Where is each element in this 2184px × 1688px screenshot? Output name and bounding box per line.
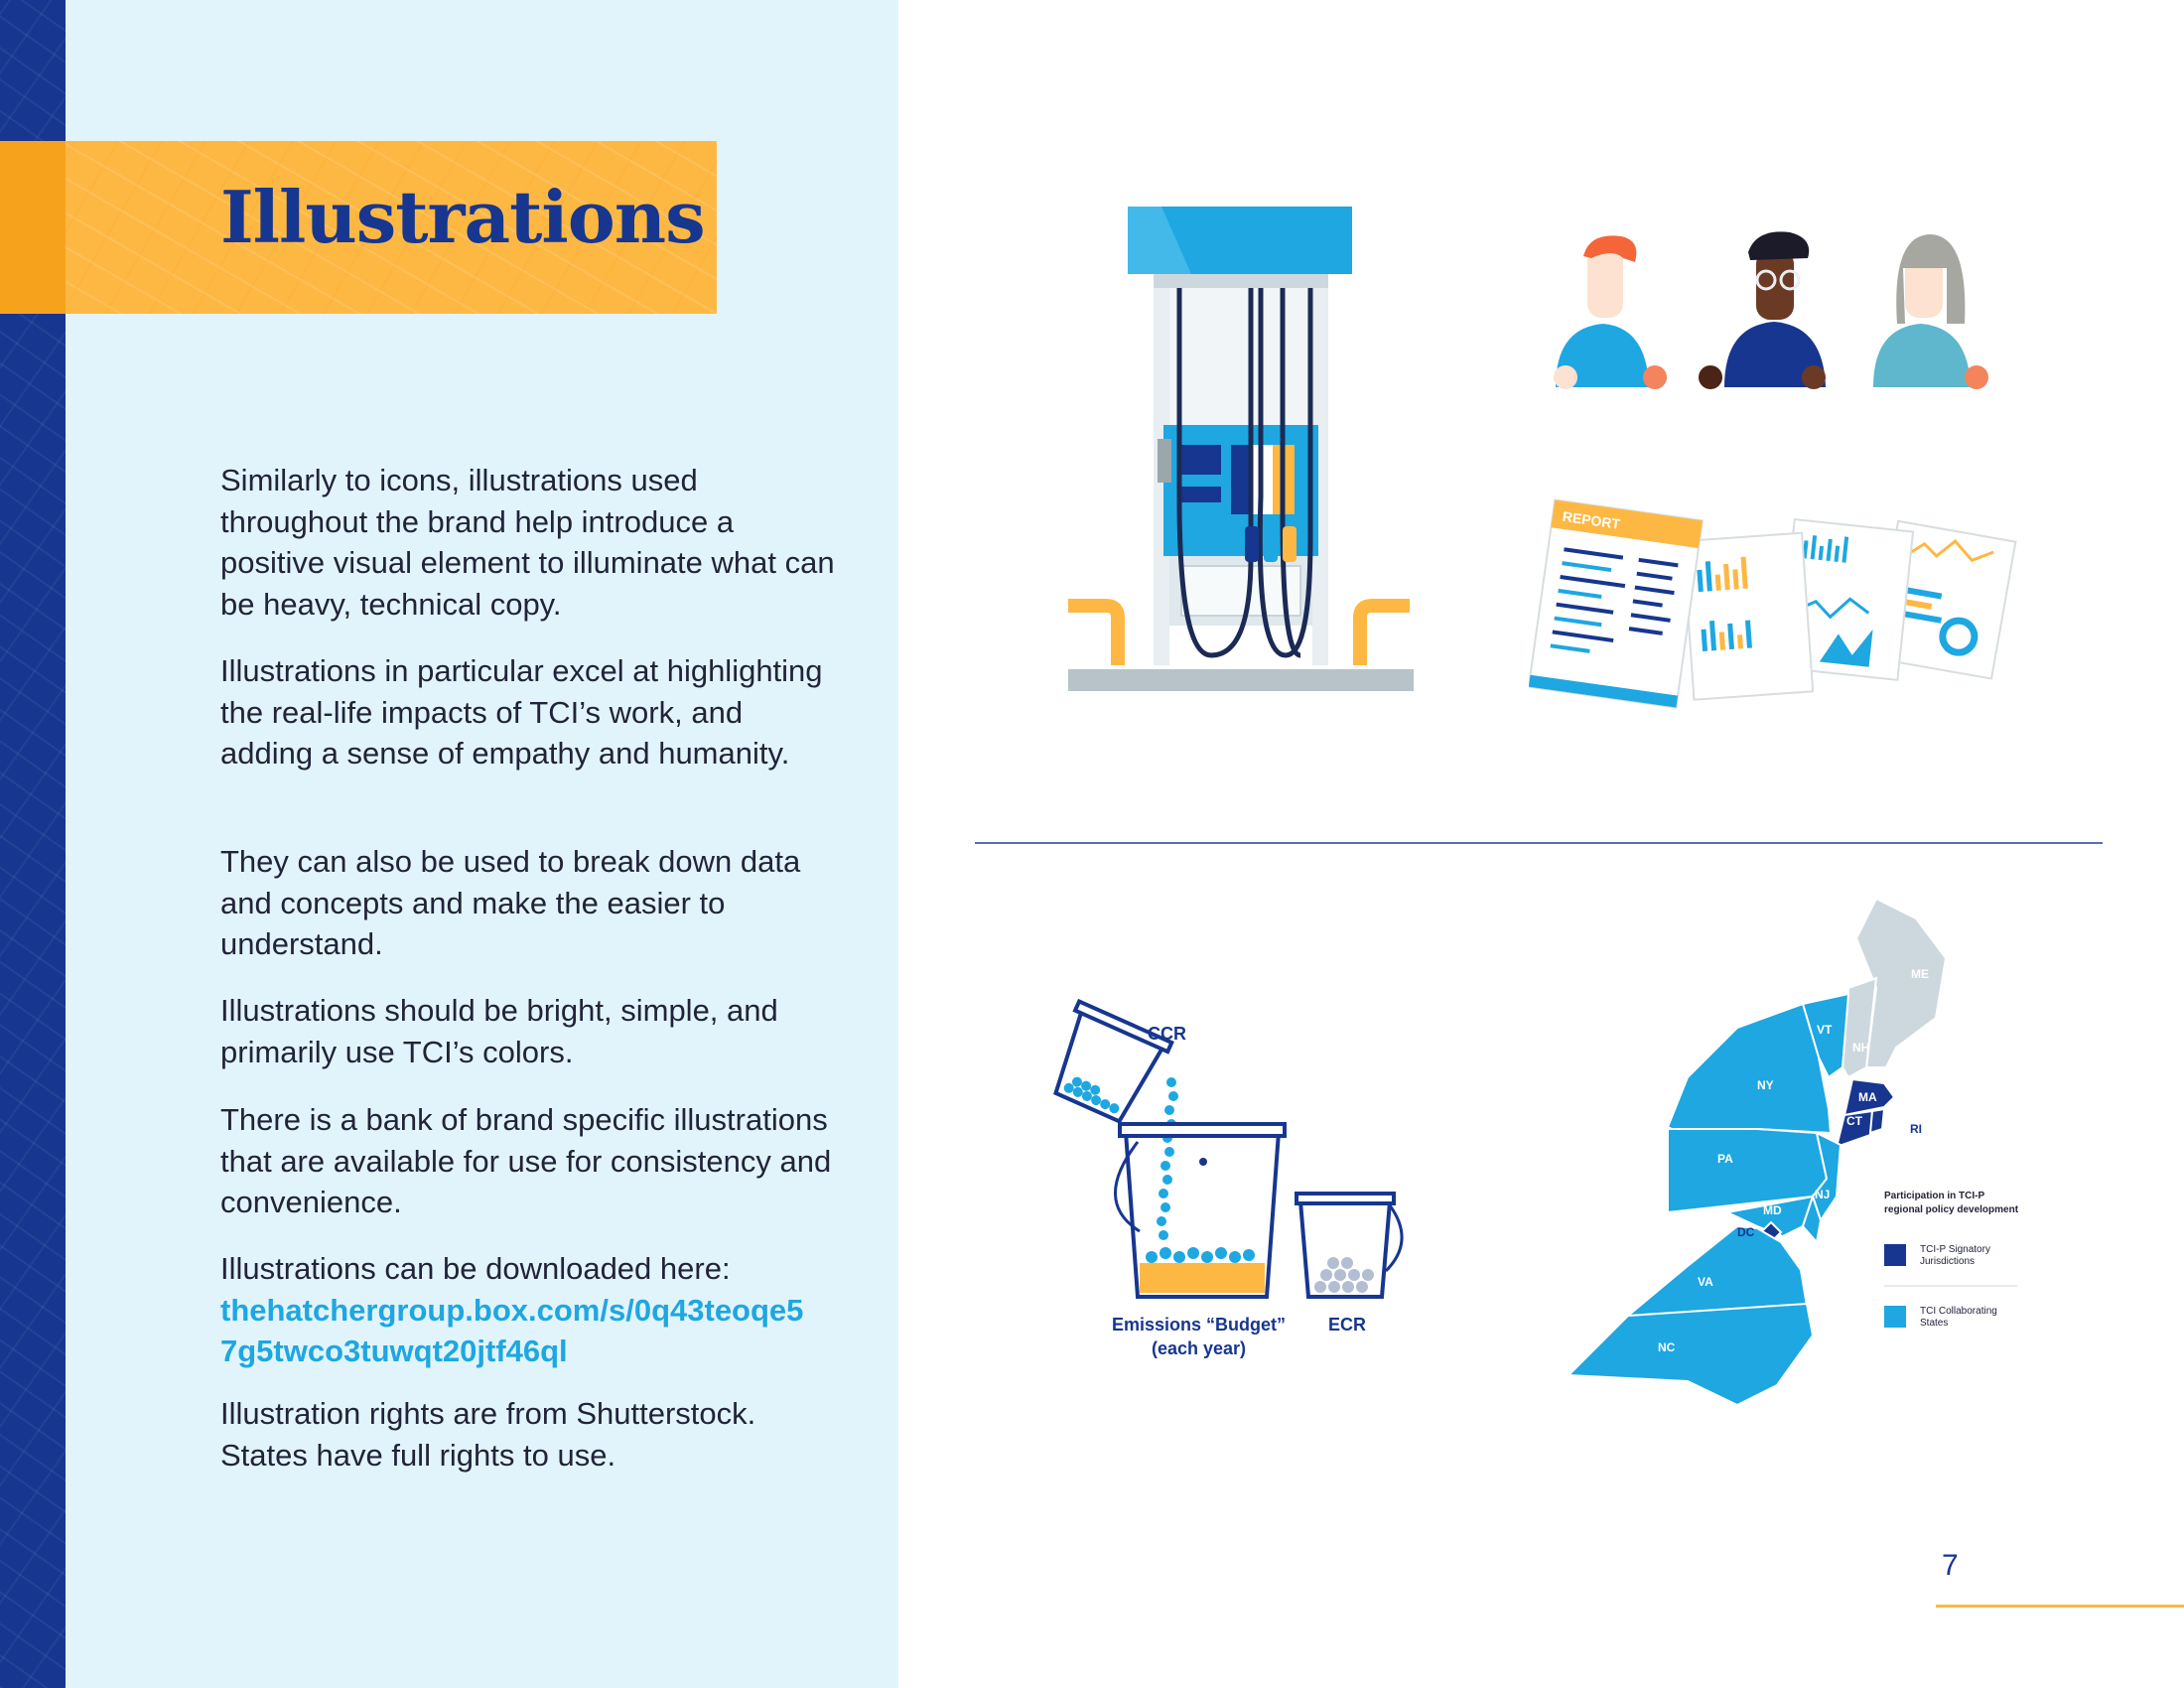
paragraph-impacts: Illustrations in particular excel at highlighting the real-life impacts of TCI’s work, and adding a sense of empathy and humanity. [220, 653, 823, 771]
label-ma: MA [1858, 1090, 1877, 1104]
map-illustration [1569, 899, 2045, 1415]
download-lead: Illustrations can be downloaded here: [220, 1251, 731, 1286]
label-vt: VT [1817, 1023, 1833, 1037]
label-nc: NC [1658, 1340, 1676, 1354]
paragraph-rights: Illustration rights are from Shutterstock. States have full rights to use. [220, 1396, 756, 1473]
label-nh: NH [1852, 1041, 1870, 1055]
paragraph-intro: Similarly to icons, illustrations used throughout the brand help introduce a positive visual element to illuminate what can be heavy, technical copy. [220, 463, 835, 622]
label-ny: NY [1757, 1078, 1774, 1092]
label-me: ME [1911, 967, 1929, 981]
title-band-edge [0, 141, 66, 314]
person-left [1554, 235, 1667, 389]
label-md: MD [1763, 1203, 1782, 1217]
paragraph-download [220, 1248, 836, 1372]
legend-item2-line1: TCI Collaborating [1920, 1306, 1997, 1317]
label-ri: RI [1910, 1122, 1922, 1136]
state-nc [1569, 1304, 1813, 1405]
budget-label-line2: (each year) [1152, 1338, 1247, 1358]
person-right [1873, 234, 1988, 389]
legend-title-line1: Participation in TCI-P [1884, 1191, 1985, 1201]
legend-title-line2: regional policy development [1884, 1204, 2019, 1215]
ecr-label: ECR [1328, 1315, 1367, 1335]
ccr-bucket [1041, 1002, 1171, 1128]
report-sheet-2 [1683, 533, 1813, 700]
buckets-illustration [1023, 993, 1439, 1370]
reports-illustration [1529, 496, 2025, 715]
ccr-label: CCR [1148, 1024, 1186, 1044]
report-cover-label: REPORT [1562, 507, 1622, 532]
legend-swatch-signatory [1884, 1244, 1906, 1266]
label-va: VA [1698, 1275, 1713, 1289]
legend-item2-line2: States [1920, 1318, 1949, 1329]
legend-swatch-collaborating [1884, 1306, 1906, 1328]
state-ny [1668, 1004, 1831, 1137]
gas-pump-illustration [1062, 199, 1420, 705]
ccr-stream [1157, 1077, 1178, 1240]
page-number-rule [1936, 1605, 2184, 1608]
paragraph-bright-simple: Illustrations should be bright, simple, and primarily use TCI’s colors. [220, 993, 778, 1069]
ecr-bucket [1297, 1194, 1402, 1297]
page-number: 7 [1942, 1549, 1959, 1582]
report-sheet-1 [1529, 499, 1703, 707]
label-de: DE [1827, 1225, 1843, 1239]
state-va [1628, 1226, 1807, 1316]
map-legend [1884, 1191, 2019, 1329]
download-link[interactable]: thehatchergroup.box.com/s/0q43teoqe57g5twco3tuwqt20jtf46ql [220, 1292, 804, 1368]
label-dc: DC [1737, 1225, 1755, 1239]
budget-label-line1: Emissions “Budget” [1112, 1315, 1287, 1335]
people-illustration [1544, 228, 2000, 392]
state-ri [1870, 1109, 1884, 1133]
label-nj: NJ [1815, 1188, 1831, 1201]
page-title: Illustrations [220, 175, 705, 259]
person-middle [1699, 231, 1826, 389]
budget-bucket [1115, 1124, 1285, 1297]
paragraph-break-down: They can also be used to break down data and concepts and make the easier to understand. [220, 844, 801, 961]
pump-base [1068, 669, 1414, 691]
paragraph-bank: There is a bank of brand specific illustrations that are available for use for consistency and convenience. [220, 1102, 832, 1219]
label-pa: PA [1717, 1152, 1733, 1166]
label-ct: CT [1846, 1114, 1862, 1128]
section-divider [975, 842, 2103, 844]
legend-item1-line1: TCI-P Signatory [1920, 1244, 1990, 1255]
legend-item1-line2: Jurisdictions [1920, 1256, 1976, 1267]
